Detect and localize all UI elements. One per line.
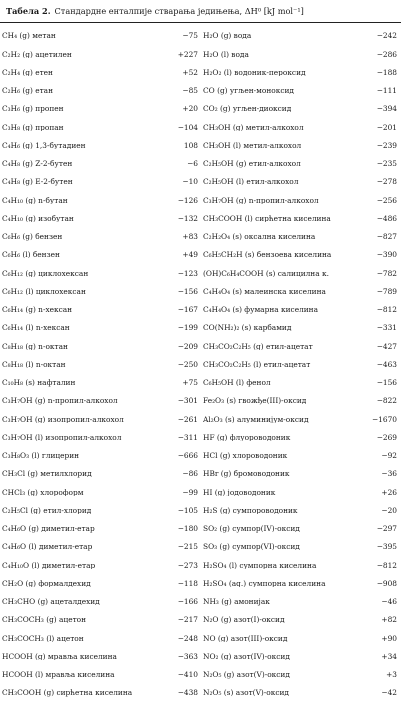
table-row <box>2 191 200 209</box>
table-row <box>203 648 399 666</box>
table-row <box>203 27 399 45</box>
enthalpy-value: −201 <box>376 122 397 132</box>
compound-name: C₃H₇OH (g) n-пропил-алкохол <box>203 196 319 205</box>
enthalpy-value: −438 <box>177 688 198 698</box>
table-row <box>2 429 200 447</box>
compound-name: HCOOH (g) мравља киселина <box>2 652 117 661</box>
enthalpy-value: +3 <box>386 670 397 680</box>
table-row <box>203 264 399 282</box>
enthalpy-value: −111 <box>376 86 397 96</box>
table-row <box>2 301 200 319</box>
enthalpy-value: −235 <box>376 159 397 169</box>
table-row <box>2 447 200 465</box>
enthalpy-value: −486 <box>376 213 397 223</box>
enthalpy-value: −273 <box>177 560 198 570</box>
table-row <box>2 283 200 301</box>
enthalpy-value: −167 <box>177 305 198 315</box>
table-row <box>2 246 200 264</box>
table-row <box>203 155 399 173</box>
table-row <box>203 337 399 355</box>
enthalpy-value: −92 <box>381 451 397 461</box>
compound-name: CH₃Cl (g) метилхлорид <box>2 470 92 478</box>
table-row <box>203 173 399 191</box>
table-row <box>203 283 399 301</box>
table-row <box>203 502 399 520</box>
compound-name: C₆H₅CH₂H (s) бензоева киселина <box>203 251 332 259</box>
compound-name: CO (g) угљен-моноксид <box>203 87 294 95</box>
table-row <box>2 483 200 501</box>
table-row <box>2 611 200 629</box>
compound-name: CH₃COCH₃ (g) ацетон <box>2 616 87 624</box>
table-row <box>203 374 399 392</box>
enthalpy-value: −390 <box>376 250 397 260</box>
compound-name: CO₂ (g) угљен-диоксид <box>203 105 292 113</box>
table-row <box>2 319 200 337</box>
table-row <box>2 684 200 702</box>
table-row <box>2 593 200 611</box>
enthalpy-value: −782 <box>376 268 397 278</box>
compound-name: C₄H₄O₄ (s) малеинска киселина <box>203 287 326 296</box>
table-row <box>2 629 200 647</box>
enthalpy-value: −20 <box>381 505 397 515</box>
compound-name: SO₂ (g) сумпор(IV)-оксид <box>203 525 300 533</box>
table-row <box>203 465 399 483</box>
table-row <box>2 137 200 155</box>
compound-name: HBr (g) бромоводоник <box>203 470 290 478</box>
compound-name: H₂O₂ (l) водоник-пероксид <box>203 68 306 77</box>
enthalpy-value: +52 <box>182 67 198 77</box>
top-rule <box>0 22 401 23</box>
table-row <box>2 374 200 392</box>
enthalpy-value: −395 <box>376 542 397 552</box>
table-row <box>203 246 399 264</box>
enthalpy-value: −463 <box>376 359 397 369</box>
enthalpy-value: −363 <box>177 651 198 661</box>
table-row <box>2 45 200 63</box>
compound-name: CH₃COCH₃ (l) ацетон <box>2 634 84 643</box>
compound-name: H₂O (l) вода <box>203 50 249 59</box>
compound-name: CH₄ (g) метан <box>2 32 56 40</box>
enthalpy-value: −166 <box>177 597 198 607</box>
table-row <box>203 410 399 428</box>
table-row <box>2 502 200 520</box>
compound-name: C₂H₅OH (l) етил-алкохол <box>203 178 299 186</box>
compound-name: C₂H₅OH (g) етил-алкохол <box>203 160 301 168</box>
compound-name: C₄H₆O (l) диметил-етар <box>2 543 93 551</box>
table-row <box>2 64 200 82</box>
enthalpy-value: −427 <box>376 341 397 351</box>
enthalpy-value: −1670 <box>371 414 397 424</box>
enthalpy-value: +90 <box>381 633 397 643</box>
table-row <box>203 611 399 629</box>
compound-name: CH₃CO₂C₂H₅ (g) етил-ацетат <box>203 342 313 351</box>
table-row <box>2 465 200 483</box>
compound-name: H₂O (g) вода <box>203 32 252 40</box>
enthalpy-value: −297 <box>376 524 397 534</box>
enthalpy-value: −827 <box>376 232 397 242</box>
table-row <box>2 538 200 556</box>
table-row <box>2 155 200 173</box>
compound-name: C₄H₈ (g) Z-2-бутен <box>2 160 73 168</box>
compound-name: C₆H₁₂ (g) циклохексан <box>2 269 89 278</box>
compound-name: CH₃COOH (l) сирћетна киселина <box>203 214 331 223</box>
enthalpy-value: −199 <box>177 323 198 333</box>
table-row <box>2 27 200 45</box>
compound-name: C₂H₅Cl (g) етил-хлорид <box>2 506 92 515</box>
enthalpy-value: −250 <box>177 359 198 369</box>
enthalpy-value: −666 <box>177 451 198 461</box>
compound-name: C₄H₁₀ (g) n-бутан <box>2 196 68 205</box>
table-row <box>2 520 200 538</box>
compound-name: C₆H₆ (g) бензен <box>2 233 63 241</box>
compound-name: CO(NH₂)₂ (s) карбамид <box>203 324 292 332</box>
compound-name: C₆H₅OH (l) фенол <box>203 379 271 387</box>
table-row <box>203 301 399 319</box>
enthalpy-value: −812 <box>376 560 397 570</box>
compound-name: C₄H₈ (g) E-2-бутен <box>2 178 73 186</box>
table-row <box>203 137 399 155</box>
enthalpy-value: −331 <box>376 323 397 333</box>
enthalpy-value: −822 <box>376 396 397 406</box>
table-row <box>203 392 399 410</box>
compound-name: NO (g) азот(III)-оксид <box>203 634 288 643</box>
table-row <box>2 173 200 191</box>
compound-name: C₃H₈O₃ (l) глицерин <box>2 452 80 460</box>
compound-name: C₃H₇OH (l) изопропил-алкохол <box>2 433 122 442</box>
compound-name: C₆H₁₄ (g) n-хексан <box>2 306 73 314</box>
enthalpy-value: −248 <box>177 633 198 643</box>
table-row <box>203 629 399 647</box>
enthalpy-value: −85 <box>182 86 198 96</box>
compound-name: C₃H₇OH (g) изопропил-алкохол <box>2 415 124 424</box>
right-column <box>203 27 399 702</box>
enthalpy-value: −10 <box>182 177 198 187</box>
compound-name: C₃H₈ (g) пропан <box>2 123 64 132</box>
enthalpy-value: −278 <box>376 177 397 187</box>
compound-name: C₃H₆ (g) пропен <box>2 105 64 113</box>
enthalpy-value: −42 <box>381 688 397 698</box>
enthalpy-value: −156 <box>177 286 198 296</box>
enthalpy-value: −286 <box>376 49 397 59</box>
enthalpy-value: −180 <box>177 524 198 534</box>
table-row <box>203 666 399 684</box>
table-row <box>203 228 399 246</box>
compound-name: (OH)C₆H₄COOH (s) салицилна к. <box>203 269 329 278</box>
compound-name: H₂SO₄ (l) сумпорна киселина <box>203 561 317 570</box>
enthalpy-value: +20 <box>182 104 198 114</box>
compound-name: H₂S (g) сумпороводоник <box>203 506 298 515</box>
enthalpy-value: −123 <box>177 268 198 278</box>
enthalpy-value: −36 <box>381 469 397 479</box>
enthalpy-value: −86 <box>182 469 198 479</box>
table-row <box>203 118 399 136</box>
table-row <box>2 100 200 118</box>
table-row <box>203 191 399 209</box>
table-row <box>203 520 399 538</box>
compound-name: Fe₂O₃ (s) гвожђе(III)-оксид <box>203 397 307 405</box>
table-row <box>203 684 399 702</box>
compound-name: NO₂ (g) азот(IV)-оксид <box>203 652 290 661</box>
table-row <box>203 483 399 501</box>
compound-name: C₄H₁₀O (l) диметил-етар <box>2 561 96 570</box>
table-row <box>203 82 399 100</box>
compound-name: C₃H₇OH (g) n-пропил-алкохол <box>2 397 118 405</box>
table-row <box>203 575 399 593</box>
enthalpy-value: −394 <box>376 104 397 114</box>
compound-name: CH₂O (g) формалдехид <box>2 579 91 588</box>
enthalpy-value: −261 <box>177 414 198 424</box>
compound-name: C₁₀H₈ (s) нафталин <box>2 379 76 387</box>
left-column <box>2 27 200 702</box>
compound-name: H₂SO₄ (aq.) сумпорна киселина <box>203 579 326 588</box>
enthalpy-value: −789 <box>376 286 397 296</box>
enthalpy-value: −132 <box>177 213 198 223</box>
table-row <box>2 118 200 136</box>
table-row <box>2 228 200 246</box>
enthalpy-value: −126 <box>177 195 198 205</box>
enthalpy-value: +227 <box>177 49 198 59</box>
enthalpy-value: −105 <box>177 505 198 515</box>
enthalpy-value: +83 <box>182 232 198 242</box>
enthalpy-value: −217 <box>177 615 198 625</box>
enthalpy-value: 108 <box>183 140 198 150</box>
table-row <box>2 666 200 684</box>
table-row <box>2 337 200 355</box>
table-row <box>203 593 399 611</box>
enthalpy-value: −215 <box>177 542 198 552</box>
compound-name: HI (g) јодоводоник <box>203 488 276 497</box>
table-row <box>203 210 399 228</box>
enthalpy-value: −239 <box>376 140 397 150</box>
table-row <box>203 538 399 556</box>
table-row <box>2 210 200 228</box>
compound-name: HF (g) флуороводоник <box>203 433 291 442</box>
compound-name: C₆H₁₄ (l) n-хексан <box>2 324 70 332</box>
table-row <box>2 82 200 100</box>
table-row <box>2 556 200 574</box>
compound-name: C₆H₆ (l) бензен <box>2 251 60 259</box>
enthalpy-value: −104 <box>177 122 198 132</box>
table-row <box>203 356 399 374</box>
table-row <box>203 429 399 447</box>
compound-name: N₂O₅ (g) азот(V)-оксид <box>203 671 290 679</box>
table-row <box>2 410 200 428</box>
compound-name: C₂H₆ (g) етан <box>2 87 54 95</box>
table-row <box>2 575 200 593</box>
enthalpy-value: −99 <box>182 487 198 497</box>
enthalpy-value: −256 <box>376 195 397 205</box>
enthalpy-value: +75 <box>182 378 198 388</box>
compound-name: C₂H₂ (g) ацетилен <box>2 50 72 59</box>
table-row <box>203 447 399 465</box>
compound-name: SO₃ (g) сумпор(VI)-оксид <box>203 543 300 551</box>
enthalpy-value: −188 <box>376 67 397 77</box>
table-row <box>203 319 399 337</box>
compound-name: CH₃COOH (g) сирћетна киселина <box>2 689 133 697</box>
enthalpy-value: −311 <box>177 432 198 442</box>
compound-name: C₈H₁₈ (l) n-октан <box>2 360 66 369</box>
compound-name: NH₃ (g) амонијак <box>203 598 270 606</box>
compound-name: HCOOH (l) мравља киселина <box>2 671 115 679</box>
table-row <box>2 356 200 374</box>
table-row <box>203 100 399 118</box>
enthalpy-value: −6 <box>187 159 198 169</box>
table-row <box>2 392 200 410</box>
compound-name: HCl (g) хлороводоник <box>203 452 288 460</box>
compound-name: CH₃OH (g) метил-алкохол <box>203 123 304 132</box>
compound-name: CH₃OH (l) метил-алкохол <box>203 141 302 150</box>
table-row <box>2 648 200 666</box>
compound-name: CH₃CHO (g) ацеталдехид <box>2 598 100 606</box>
table-title: Стандардне енталпије стварања једињења, ΔH⁰ [kJ mol⁻¹] <box>54 6 304 16</box>
enthalpy-value: −301 <box>177 396 198 406</box>
compound-name: C₂H₄ (g) етен <box>2 68 53 77</box>
compound-name: CH₃CO₂C₂H₅ (l) етил-ацетат <box>203 360 311 369</box>
compound-name: N₂O (g) азот(I)-оксид <box>203 616 285 624</box>
enthalpy-value: +26 <box>381 487 397 497</box>
enthalpy-value: −242 <box>376 31 397 41</box>
compound-name: CHCl₃ (g) хлороформ <box>2 488 84 497</box>
table-number: Табела 2. <box>6 6 51 16</box>
compound-name: C₄H₁₀ (g) изобутан <box>2 214 74 223</box>
compound-name: C₆H₁₂ (l) циклохексан <box>2 287 86 296</box>
table-row <box>203 64 399 82</box>
compound-name: C₄H₆ (g) 1,3-бутадиен <box>2 141 86 150</box>
table-caption <box>6 4 398 18</box>
compound-name: Al₂O₃ (s) алуминијум-оксид <box>203 415 309 424</box>
table-row <box>203 45 399 63</box>
table-row <box>2 264 200 282</box>
enthalpy-value: −269 <box>376 432 397 442</box>
enthalpy-value: −75 <box>182 31 198 41</box>
enthalpy-value: −46 <box>381 597 397 607</box>
enthalpy-value: −118 <box>177 578 198 588</box>
compound-name: C₂H₂O₄ (s) оксална киселина <box>203 233 316 241</box>
compound-name: C₈H₁₈ (g) n-октан <box>2 342 68 351</box>
enthalpy-value: −156 <box>376 378 397 388</box>
enthalpy-value: +34 <box>381 651 397 661</box>
enthalpy-value: −812 <box>376 305 397 315</box>
table-row <box>203 556 399 574</box>
enthalpy-value: −908 <box>376 578 397 588</box>
compound-name: N₂O₅ (s) азот(V)-оксид <box>203 689 289 697</box>
enthalpy-value: +82 <box>381 615 397 625</box>
enthalpy-value: −410 <box>177 670 198 680</box>
enthalpy-value: +49 <box>182 250 198 260</box>
compound-name: C₄H₆O (g) диметил-етар <box>2 525 95 533</box>
compound-name: C₄H₄O₄ (s) фумарна киселина <box>203 306 319 314</box>
enthalpy-value: −209 <box>177 341 198 351</box>
